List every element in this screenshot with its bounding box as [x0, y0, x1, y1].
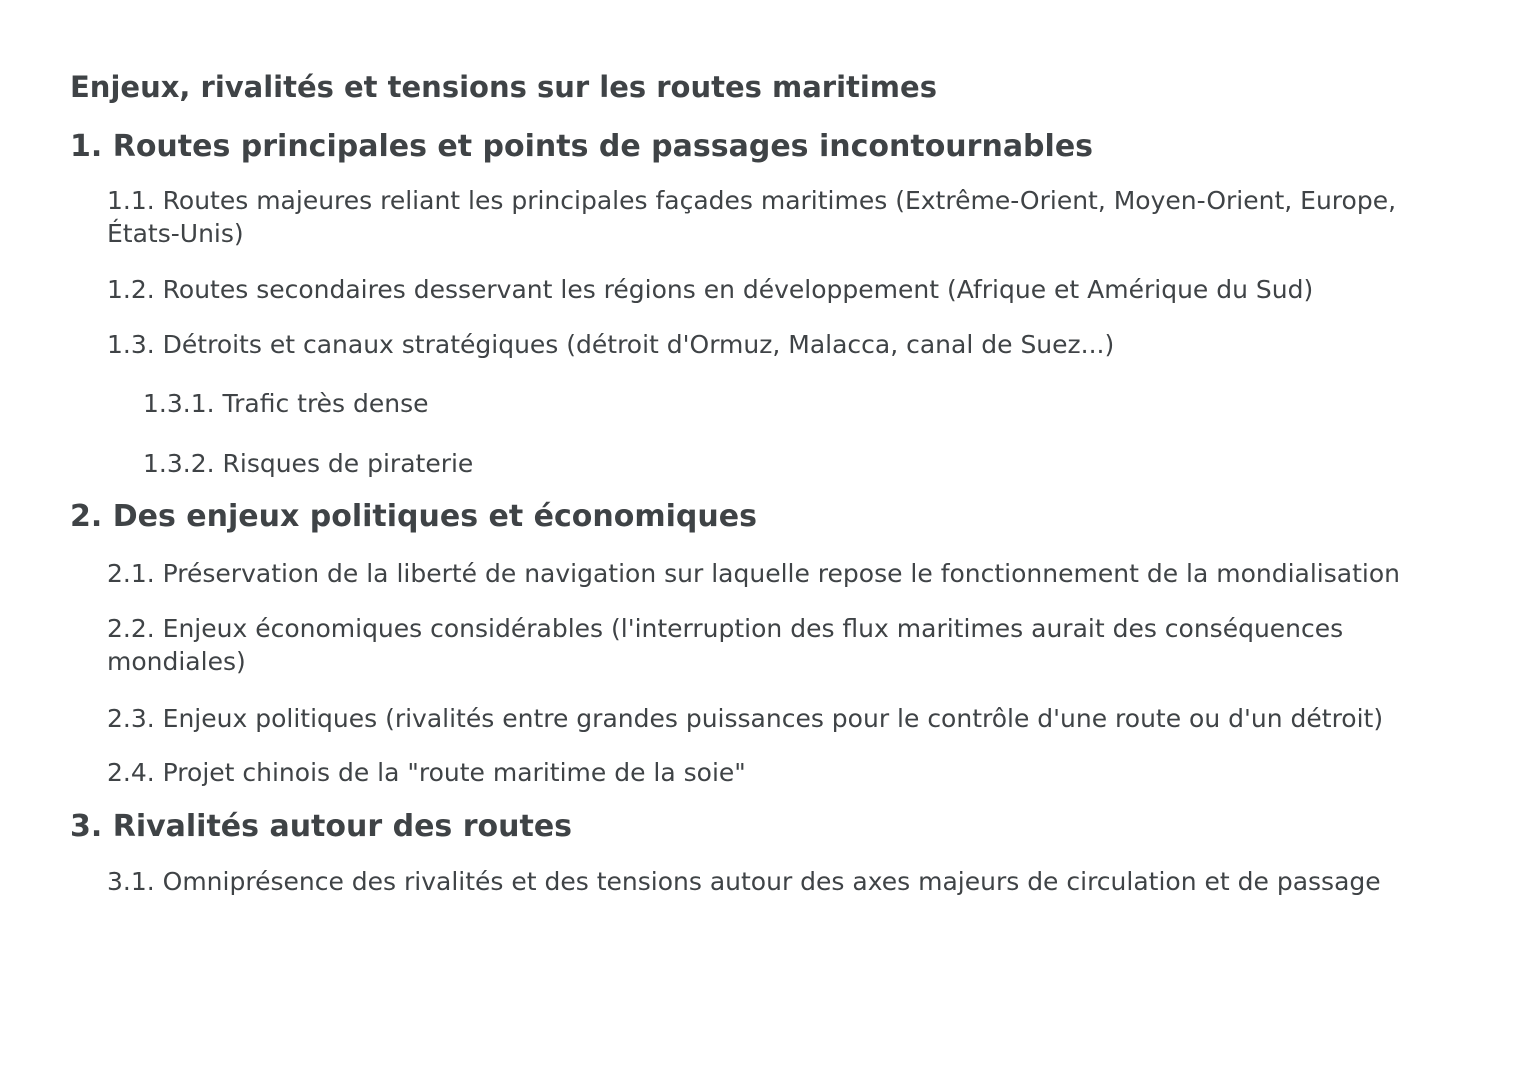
outline-item-2-4: 2.4. Projet chinois de la "route maritime de la soie" — [107, 758, 746, 787]
section-heading-2: 2. Des enjeux politiques et économiques — [70, 499, 757, 534]
outline-item-2-2: 2.2. Enjeux économiques considérables (l'interruption des flux maritimes aurait des conséquences mondiales) — [107, 614, 1344, 676]
section-heading-3: 3. Rivalités autour des routes — [70, 809, 573, 844]
document-title: Enjeux, rivalités et tensions sur les routes maritimes — [70, 70, 937, 104]
outline-item-1-2: 1.2. Routes secondaires desservant les régions en développement (Afrique et Amérique du Sud) — [107, 275, 1314, 304]
outline-subitem-1-3-1: 1.3.1. Trafic très dense — [143, 389, 429, 418]
outline-item-1-3: 1.3. Détroits et canaux stratégiques (détroit d'Ormuz, Malacca, canal de Suez...) — [107, 330, 1115, 359]
outline-item-1-1: 1.1. Routes majeures reliant les principales façades maritimes (Extrême-Orient, Moyen-Orient, Europe, États-Unis) — [107, 186, 1397, 248]
outline-item-3-1: 3.1. Omniprésence des rivalités et des tensions autour des axes majeurs de circulation et de passage — [107, 867, 1381, 896]
section-heading-1: 1. Routes principales et points de passages incontournables — [70, 129, 1094, 164]
outline-item-2-1: 2.1. Préservation de la liberté de navigation sur laquelle repose le fonctionnement de la mondialisation — [107, 559, 1400, 588]
outline-item-2-3: 2.3. Enjeux politiques (rivalités entre grandes puissances pour le contrôle d'une route ou d'un détroit) — [107, 704, 1384, 733]
document-page — [70, 68, 1470, 898]
outline-subitem-1-3-2: 1.3.2. Risques de piraterie — [143, 449, 474, 478]
